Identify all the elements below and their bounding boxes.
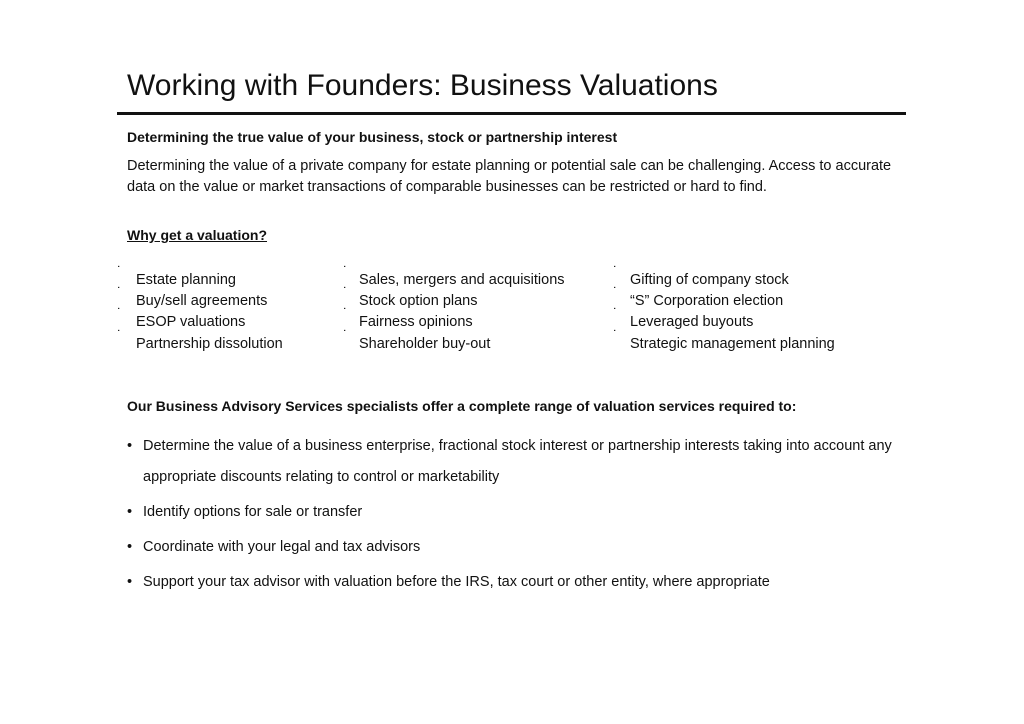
list-item: • Determine the value of a business enterprise, fractional stock interest or partnership interests taking into account any appropriate discounts relating to control or marketability bbox=[127, 431, 917, 493]
list-item: • Coordinate with your legal and tax advisors bbox=[127, 532, 917, 563]
bullet-icon: • bbox=[127, 539, 133, 555]
bullet-icon: ˙ bbox=[613, 326, 618, 343]
reasons-column-3 bbox=[613, 263, 835, 355]
bullet-icon: ˙ bbox=[343, 263, 348, 279]
page-title: Working with Founders: Business Valuations bbox=[127, 69, 718, 102]
bullet-icon: ˙ bbox=[117, 263, 122, 279]
list-item: ˙ Shareholder buy-out bbox=[343, 326, 491, 352]
reasons-column-1 bbox=[117, 263, 283, 355]
bullet-icon: • bbox=[127, 438, 133, 454]
bullet-icon: ˙ bbox=[613, 305, 618, 322]
list-item: ˙ “S” Corporation election bbox=[613, 284, 784, 310]
services-heading: Our Business Advisory Services specialists offer a complete range of valuation services required to: bbox=[127, 398, 797, 414]
bullet-icon: ˙ bbox=[343, 284, 348, 301]
bullet-icon: • bbox=[127, 574, 133, 590]
list-item: ˙ Gifting of company stock bbox=[613, 263, 789, 288]
bullet-icon: ˙ bbox=[343, 305, 348, 322]
list-item: ˙ Partnership dissolution bbox=[117, 326, 283, 352]
list-item: ˙ Sales, mergers and acquisitions bbox=[343, 263, 565, 288]
list-item: • Support your tax advisor with valuation before the IRS, tax court or other entity, where appropriate bbox=[127, 567, 917, 598]
bullet-icon: ˙ bbox=[117, 305, 122, 322]
services-list bbox=[127, 431, 917, 602]
bullet-icon: ˙ bbox=[117, 326, 122, 343]
reasons-column-2 bbox=[343, 263, 565, 355]
bullet-icon: ˙ bbox=[117, 284, 122, 301]
bullet-icon: ˙ bbox=[613, 284, 618, 301]
list-item: ˙ Leveraged buyouts bbox=[613, 305, 754, 331]
section-subheading: Determining the true value of your business, stock or partnership interest bbox=[127, 129, 618, 145]
bullet-icon: • bbox=[127, 504, 133, 520]
list-item: ˙ Strategic management planning bbox=[613, 326, 835, 352]
list-item: ˙ Buy/sell agreements bbox=[117, 284, 268, 310]
list-item: ˙ ESOP valuations bbox=[117, 305, 246, 331]
list-item: • Identify options for sale or transfer bbox=[127, 497, 917, 528]
title-divider bbox=[117, 112, 906, 115]
list-item: ˙ Stock option plans bbox=[343, 284, 478, 310]
list-item: ˙ Fairness opinions bbox=[343, 305, 473, 331]
intro-paragraph: Determining the value of a private company for estate planning or potential sale can be challenging. Access to accurate data on the value or market transactions of comparable businesses can be restricted or hard to find. bbox=[127, 158, 892, 195]
list-item: ˙ Estate planning bbox=[117, 263, 236, 288]
why-heading: Why get a valuation? bbox=[127, 227, 268, 243]
bullet-icon: ˙ bbox=[343, 326, 348, 343]
bullet-icon: ˙ bbox=[613, 263, 618, 279]
